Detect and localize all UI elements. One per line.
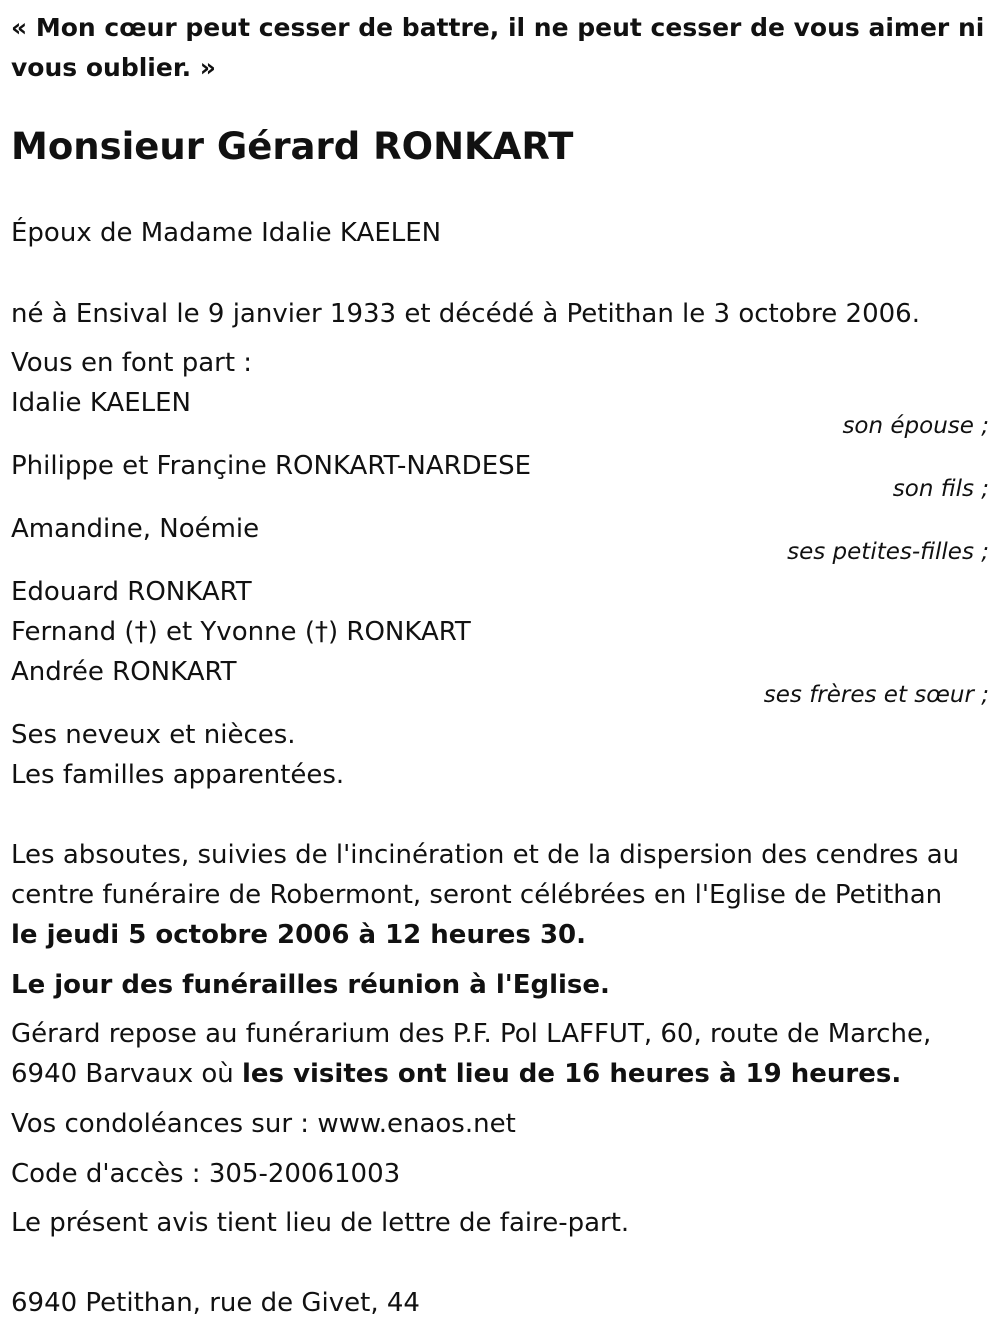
family-relation: son épouse ; xyxy=(842,413,989,439)
condolences-line: Vos condoléances sur : www.enaos.net xyxy=(11,1109,516,1139)
ceremony-date: le jeudi 5 octobre 2006 à 12 heures 30. xyxy=(11,920,586,950)
access-code-line: Code d'accès : 305-20061003 xyxy=(11,1159,401,1189)
family-member: Edouard RONKART xyxy=(11,577,252,607)
opening-quote: « Mon cœur peut cesser de battre, il ne peut cesser de vous aimer ni vous oublier. » xyxy=(11,13,985,82)
address-line: 6940 Petithan, rue de Givet, 44 xyxy=(11,1288,420,1318)
visitation-paragraph xyxy=(11,1014,986,1094)
notice-line: Le présent avis tient lieu de lettre de faire-part. xyxy=(11,1208,630,1238)
family-relation: ses petites-filles ; xyxy=(787,539,989,565)
related-families-line: Les familles apparentées. xyxy=(11,760,345,790)
announcement-intro: Vous en font part : xyxy=(11,348,253,378)
family-relation: son fils ; xyxy=(892,476,989,502)
nephews-nieces-line: Ses neveux et nièces. xyxy=(11,720,296,750)
family-relation: ses frères et sœur ; xyxy=(763,682,989,708)
ceremony-text: Les absoutes, suivies de l'incinération et de la dispersion des cendres au centre funéraire de Robermont, seront célébrées en l'Eglise de Petithan xyxy=(11,840,960,910)
spouse-line: Époux de Madame Idalie KAELEN xyxy=(11,218,442,248)
visitation-hours: les visites ont lieu de 16 heures à 19 heures. xyxy=(242,1059,902,1089)
family-member: Amandine, Noémie xyxy=(11,514,260,544)
deceased-name: Monsieur Gérard RONKART xyxy=(11,125,574,168)
family-member: Andrée RONKART xyxy=(11,657,237,687)
birth-death-line: né à Ensival le 9 janvier 1933 et décédé à Petithan le 3 octobre 2006. xyxy=(11,299,920,329)
ceremony-paragraph xyxy=(11,835,986,955)
family-member: Idalie KAELEN xyxy=(11,388,191,418)
visitation-text: Gérard repose au funérarium des P.F. Pol LAFFUT, 60, route de Marche, 6940 Barvaux où xyxy=(11,1019,932,1089)
family-member: Philippe et Françine RONKART-NARDESE xyxy=(11,451,532,481)
family-member: Fernand (†) et Yvonne (†) RONKART xyxy=(11,617,471,647)
meeting-line: Le jour des funérailles réunion à l'Eglise. xyxy=(11,970,610,1000)
